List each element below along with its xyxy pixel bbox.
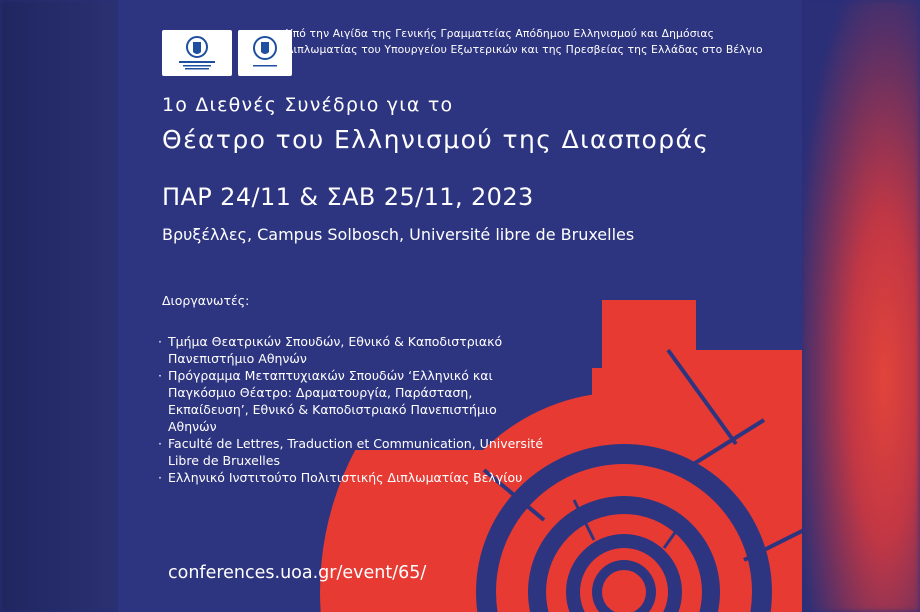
event-venue: Βρυξέλλες, Campus Solbosch, Université libre de Bruxelles [162,225,635,244]
conference-poster [118,0,802,612]
spiral-core [602,570,646,612]
patronage-text: Υπό την Αιγίδα της Γενικής Γραμματείας Απόδημου Ελληνισμού και Δημόσιας Διπλωματίας του Υπουργείου Εξωτερικών και της Πρεσβείας της Ελλάδας στο Βέλγιο [286,27,763,56]
blurred-background-right [802,0,920,612]
blurred-background-left [0,0,118,612]
organizer-item: · Faculté de Lettres, Traduction et Communication, Université Libre de Bruxelles [158,436,544,468]
bullet: · [158,470,162,485]
event-url: conferences.uoa.gr/event/65/ [168,563,427,583]
organizer-item: · Ελληνικό Ινστιτούτο Πολιτιστικής Διπλωματίας Βελγίου [158,470,523,485]
spiral-step-top [602,300,696,368]
bullet: · [158,334,162,349]
conference-title-line2: Θέατρο του Ελληνισμού της Διασποράς [162,125,710,154]
organizer-item: · Πρόγραμμα Μεταπτυχιακών Σπουδών ‘Ελληνικό και Παγκόσμιο Θέατρο: Δραματουργία, Παράσταση, Εκπαίδευση’, Εθνικό & Καποδιστριακό Πανεπιστήμιο Αθηνών [158,368,497,434]
organizers-heading: Διοργανωτές: [162,293,250,308]
organizer-item: · Τμήμα Θεατρικών Σπουδών, Εθνικό & Καποδιστριακό Πανεπιστήμιο Αθηνών [158,334,503,366]
bullet: · [158,368,162,383]
conference-title-line1: 1ο Διεθνές Συνέδριο για το [162,94,454,116]
event-dates: ΠΑΡ 24/11 & ΣΑΒ 25/11, 2023 [162,183,534,211]
organizers-list [158,333,558,486]
ministry-logo [162,30,232,76]
embassy-logo [238,30,292,76]
bullet: · [158,436,162,451]
logo-group [162,30,292,76]
